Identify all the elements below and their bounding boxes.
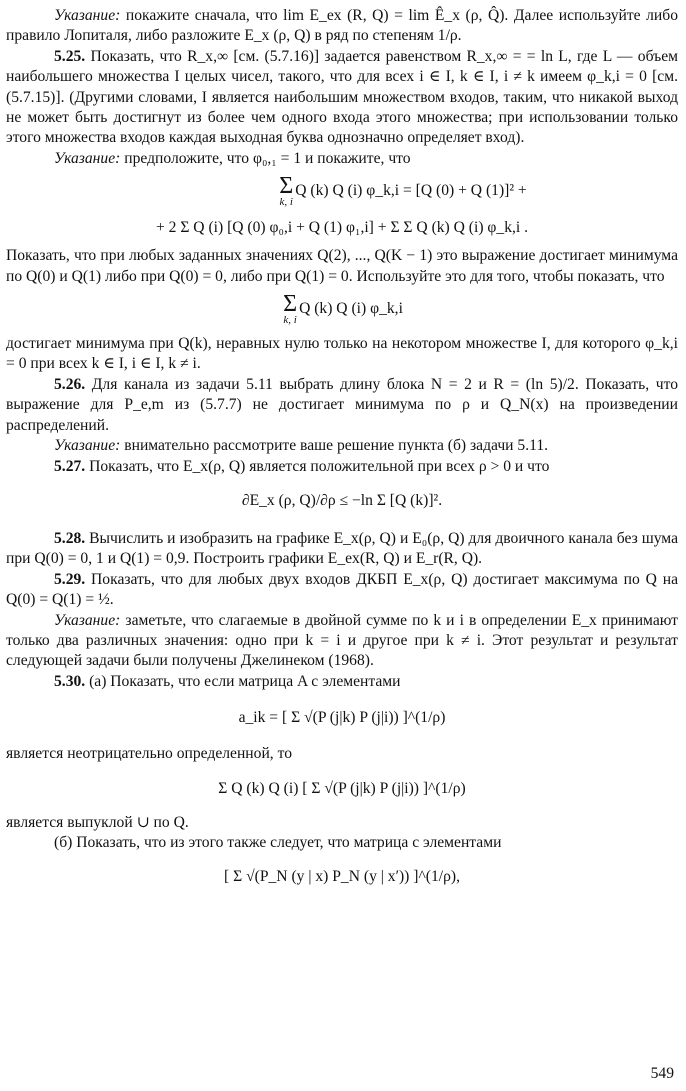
hint-paragraph-2 bbox=[6, 149, 678, 169]
problem-text: Показать, что R_x,∞ [см. (5.7.16)] задается равенством R_x,∞ = = ln L, где L — объем наибольшего множества I целых чисел, такого, что для всех i ∈ I, k ∈ I, i ≠ k имеем φ_k,i = 0 [см. (5.7.15)]. (Другими словами, I является наибольшим множеством входов, таким, что никакой выход не может быть достигнут из более чем одного входа этого множества; при использовании только этого множества входов каждая выходная буква однозначно определяет вход). bbox=[6, 47, 678, 147]
paragraph-minimum-1: Показать, что при любых заданных значениях Q(2), ..., Q(K − 1) это выражение достигает минимума по Q(0) и Q(1) либо при Q(0) = 0, либо при Q(1) = 0. Используйте это для того, чтобы показать, что bbox=[6, 247, 678, 285]
problem-5-30 bbox=[6, 672, 678, 692]
problem-number: 5.27. bbox=[54, 457, 86, 475]
hint-label: Указание: bbox=[54, 7, 121, 24]
problem-5-25 bbox=[6, 47, 678, 149]
hint-text: внимательно рассмотрите ваше решение пункта (б) задачи 5.11. bbox=[120, 437, 549, 455]
problem-5-27 bbox=[6, 457, 678, 477]
problem-5-29 bbox=[6, 570, 678, 611]
paragraph-minimum-2: достигает минимума при Q(k), неравных нулю только на некотором множестве I, для которого φ_k,i = 0 при всех k ∈ I, i ∈ I, k ≠ i. bbox=[6, 335, 678, 373]
problem-text: Показать, что E_x(ρ, Q) является положительной при всех ρ > 0 и что bbox=[89, 457, 550, 475]
hint-label: Указание: bbox=[54, 437, 121, 455]
hint-paragraph-4 bbox=[6, 611, 678, 672]
sum-sign: Σ k, i bbox=[283, 291, 298, 327]
sum-sign: Σ k, i bbox=[279, 173, 294, 209]
hint-label: Указание: bbox=[54, 149, 121, 167]
equation-1-line-2 bbox=[6, 218, 678, 238]
problem-number: 5.25. bbox=[54, 47, 86, 65]
paragraph-part-b: (б) Показать, что из этого также следует, что матрица с элементами bbox=[54, 833, 502, 851]
equation-6: [ Σ √(P_N (y | x) P_N (y | x′)) ]^(1/ρ), bbox=[224, 868, 460, 886]
hint-paragraph-3 bbox=[6, 436, 678, 456]
page-number: 549 bbox=[650, 1065, 674, 1082]
hint-text: покажите сначала, что lim E_ex (R, Q) = lim Ê_x (ρ, Q̂). Далее используйте либо правило Лопиталя, либо разложите E_x (ρ, Q) в ряд по степеням 1/ρ. bbox=[6, 7, 678, 45]
equation-4: a_ik = [ Σ √(P (j|k) P (j|i)) ]^(1/ρ) bbox=[238, 709, 446, 727]
problem-number: 5.28. bbox=[54, 529, 86, 547]
equation-text: Q (k) Q (i) φ_k,i bbox=[299, 300, 403, 318]
problem-text: (а) Показать, что если матрица A с элементами bbox=[89, 672, 401, 690]
equation-text: Q (k) Q (i) φ_k,i = [Q (0) + Q (1)]² + bbox=[295, 182, 527, 200]
hint-text: заметьте, что слагаемые в двойной сумме по k и i в определении E_x принимают только два различных значения: одно при k = i и другое при k ≠ i. Этот результат и результат следующей задачи были получены Джелинеком (1968). bbox=[6, 611, 678, 670]
problem-text: Показать, что для любых двух входов ДКБП E_x(ρ, Q) достигает максимума по Q на Q(0) = Q(1) = ½. bbox=[6, 570, 678, 609]
paragraph-nonneg: является неотрицательно определенной, то bbox=[6, 745, 292, 763]
problem-text: Для канала из задачи 5.11 выбрать длину блока N = 2 и R = (ln 5)/2. Показать, что выражение для P_e,m из (5.7.7) не достигает минимума по ρ и Q_N(x) на произведении распределений. bbox=[6, 375, 678, 434]
equation-text: + 2 Σ Q (i) [Q (0) φ₀,i + Q (1) φ₁,i] + Σ Σ Q (k) Q (i) φ_k,i . bbox=[155, 219, 529, 237]
problem-5-26 bbox=[6, 375, 678, 436]
hint-paragraph-1 bbox=[6, 6, 678, 47]
paragraph-convex: является выпуклой ∪ по Q. bbox=[6, 813, 189, 831]
problem-5-28 bbox=[6, 529, 678, 570]
equation-5: Σ Q (k) Q (i) [ Σ √(P (j|k) P (j|i)) ]^(1/ρ) bbox=[218, 779, 466, 797]
problem-number: 5.26. bbox=[54, 375, 86, 393]
equation-1 bbox=[6, 175, 678, 238]
problem-text: Вычислить и изобразить на графике E_x(ρ, Q) и E₀(ρ, Q) для двоичного канала без шума при Q(0) = 0, 1 и Q(1) = 0,9. Построить графики E_ex(R, Q) и E_r(R, Q). bbox=[6, 529, 678, 568]
problem-number: 5.30. bbox=[54, 672, 86, 690]
hint-text: предположите, что φ₀,₁ = 1 и покажите, что bbox=[120, 149, 411, 167]
problem-number: 5.29. bbox=[54, 570, 86, 588]
equation-3: ∂E_x (ρ, Q)/∂ρ ≤ −ln Σ [Q (k)]². bbox=[241, 491, 443, 509]
hint-label: Указание: bbox=[54, 611, 121, 629]
equation-1-line-1 bbox=[126, 175, 678, 208]
equation-2 bbox=[6, 293, 678, 326]
